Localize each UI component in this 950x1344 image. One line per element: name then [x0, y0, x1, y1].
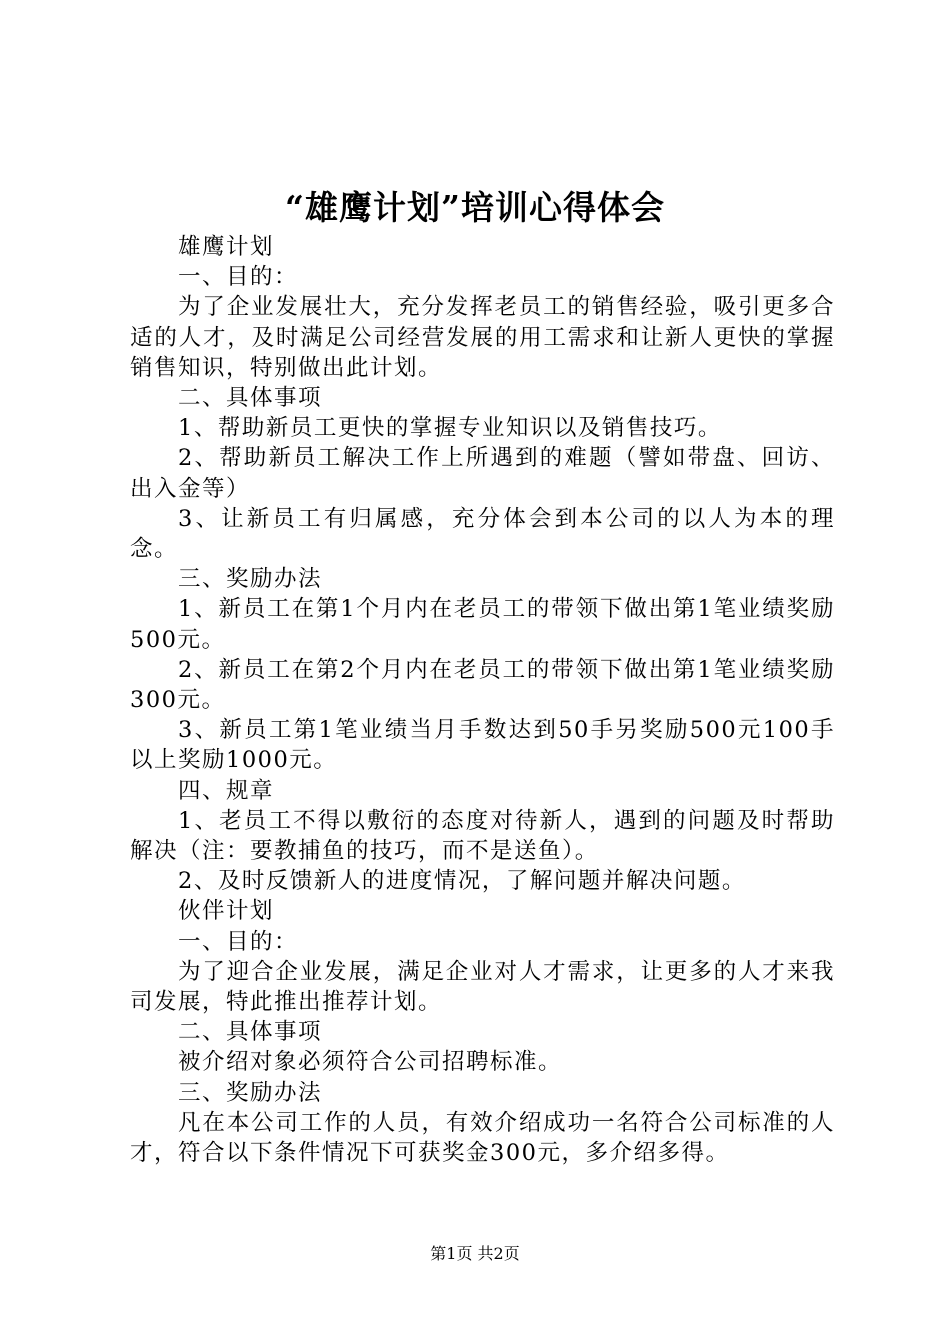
paragraph-heading: 三、奖励办法 — [178, 1079, 323, 1106]
paragraph-heading: 二、具体事项 — [178, 1019, 323, 1046]
paragraph-section-heading: 伙伴计划 — [178, 898, 275, 925]
paragraph-heading: 四、规章 — [178, 777, 275, 804]
document-title: “雄鹰计划”培训心得体会 — [285, 188, 665, 227]
document-body — [130, 232, 835, 1168]
paragraph: 1、帮助新员工更快的掌握专业知识以及销售技巧。 — [178, 415, 722, 442]
paragraph: 3、新员工第1笔业绩当月手数达到50手另奖励500元100手以上奖励1000元。 — [130, 717, 835, 774]
paragraph-section-heading: 雄鹰计划 — [178, 234, 275, 260]
paragraph: 凡在本公司工作的人员，有效介绍成功一名符合公司标准的人才，符合以下条件情况下可获奖金300元，多介绍多得。 — [130, 1109, 835, 1167]
paragraph-heading: 二、具体事项 — [178, 385, 323, 412]
paragraph: 为了企业发展壮大，充分发挥老员工的销售经验，吸引更多合适的人才，及时满足公司经营发展的用工需求和让新人更快的掌握销售知识，特别做出此计划。 — [130, 294, 835, 381]
paragraph: 为了迎合企业发展，满足企业对人才需求，让更多的人才来我司发展，特此推出推荐计划。 — [130, 958, 835, 1016]
paragraph: 2、及时反馈新人的进度情况，了解问题并解决问题。 — [178, 868, 746, 895]
paragraph: 被介绍对象必须符合公司招聘标准。 — [178, 1049, 563, 1076]
paragraph: 1、新员工在第1个月内在老员工的带领下做出第1笔业绩奖励500元。 — [130, 596, 835, 653]
paragraph: 2、帮助新员工解决工作上所遇到的难题（譬如带盘、回访、出入金等） — [130, 445, 835, 502]
page-number-footer: 第1页 共2页 — [430, 1244, 520, 1263]
paragraph-heading: 一、目的： — [178, 264, 299, 291]
paragraph-heading: 一、目的： — [178, 928, 299, 955]
paragraph: 1、老员工不得以敷衍的态度对待新人，遇到的问题及时帮助解决（注：要教捕鱼的技巧，而不是送鱼）。 — [130, 807, 835, 865]
paragraph-heading: 三、奖励办法 — [178, 566, 323, 593]
paragraph: 3、让新员工有归属感，充分体会到本公司的以人为本的理念。 — [130, 505, 835, 563]
paragraph: 2、新员工在第2个月内在老员工的带领下做出第1笔业绩奖励300元。 — [130, 656, 835, 714]
